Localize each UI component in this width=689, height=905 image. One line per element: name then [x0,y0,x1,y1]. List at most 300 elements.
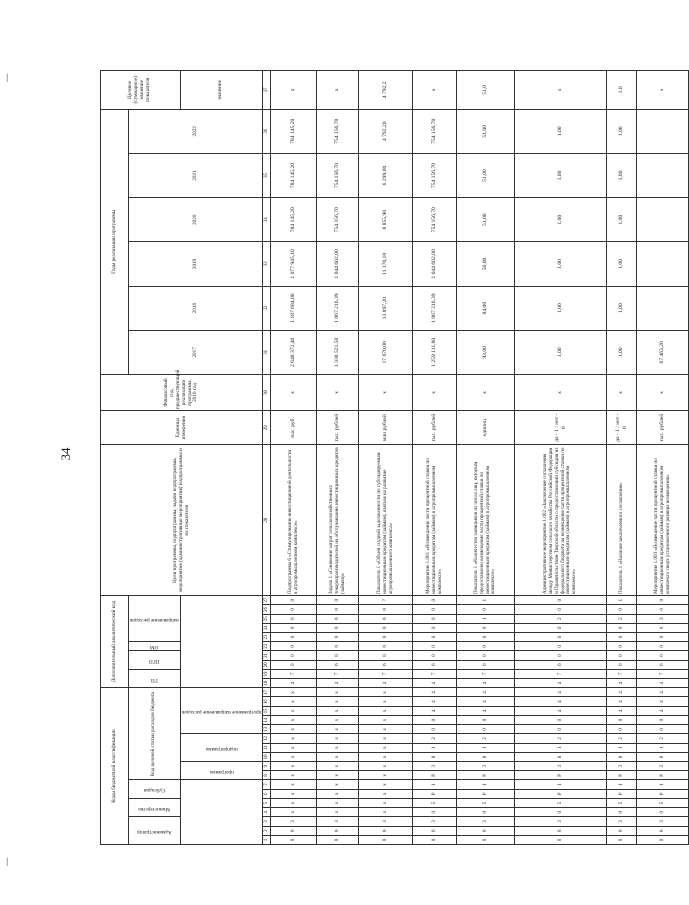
row-year-value: 1,00 [515,286,607,330]
code-cell: х [317,734,359,743]
header-fin-cost: Финансовый год, предшествующий реализации программы, 2016 год [101,374,263,410]
code-cell: Р [607,789,637,798]
code-cell: 2 [515,734,607,743]
code-cell: 8 [515,752,607,761]
column-number: 7 [263,780,271,789]
code-cell: 0 [457,808,515,817]
code-cell: х [317,780,359,789]
code-cell: 0 [413,595,457,604]
row-description: Показатель 1 «Количество заемщиков из числа лиц, которым предоставлено возмещение части процентной ставки по инвестиционным кредитам (займам) в агропромышленном комплексе» [457,445,515,596]
code-cell: 4 [607,706,637,715]
code-cell: 0 [457,715,515,724]
code-cell: 0 [607,642,637,651]
row-year-value: 754 156,70 [413,109,457,153]
code-cell: х [271,771,317,780]
code-cell: х [271,734,317,743]
header-ministry: Министерство [129,798,181,816]
code-cell: х [271,688,317,697]
column-number: 23 [263,632,271,641]
column-number: 36 [263,109,271,153]
code-cell: 1 [413,780,457,789]
code-cell: х [359,715,413,724]
row-year-value: 11 170,10 [359,242,413,286]
code-cell: 1 [413,743,457,752]
row-unit: тыс. рублей [413,411,457,445]
code-cell: 0 [637,632,689,641]
row-fin-cost: х [457,374,515,410]
code-cell: 6 [607,660,637,669]
code-cell: 0 [271,642,317,651]
row-description: Мероприятие 1.001 «Возмещение части процентной ставки по инвестиционным кредитам (займам) в агропромышленном комплексе» [413,445,457,596]
code-cell: Р [515,789,607,798]
row-year-value [637,286,689,330]
header-target-sub: значение [180,71,262,110]
code-cell: 0 [317,835,359,844]
code-cell: 5 [413,798,457,807]
code-cell: 0 [359,623,413,632]
row-year-value: 1,00 [515,330,607,374]
column-number: 20 [263,660,271,669]
header-subsidy: Субсидия [129,780,181,798]
code-cell: х [271,798,317,807]
code-cell: 1 [457,780,515,789]
code-cell: 0 [457,725,515,734]
code-cell: 2 [607,614,637,623]
code-cell: Р [607,771,637,780]
code-cell: 4 [607,697,637,706]
code-cell: 4 [637,688,689,697]
code-cell: Р [637,789,689,798]
row-fin-cost: х [637,374,689,410]
code-cell: 3 [607,817,637,826]
code-cell: х [271,762,317,771]
code-cell: х [359,697,413,706]
code-cell: 4 [457,679,515,688]
code-cell: 0 [413,623,457,632]
code-cell: 0 [413,808,457,817]
column-number: 5 [263,798,271,807]
header-kbk-group: Код целевой статьи расходов бюджета [129,688,181,780]
code-cell: 6 [457,660,515,669]
code-cell: 0 [271,623,317,632]
code-cell: х [271,725,317,734]
table-row [359,71,413,845]
scan-mark: | [6,72,9,82]
code-cell: 0 [515,651,607,660]
code-cell: 7 [457,669,515,678]
row-year-value: 1 338 521,50 [317,330,359,374]
row-description: Подпрограмма 6 «Стимулирование инвестиционной деятельности в агропромышленном комплексе» [271,445,317,596]
table-row [457,71,515,845]
code-cell: 0 [317,651,359,660]
code-cell: 8 [637,752,689,761]
column-number: 35 [263,153,271,197]
code-cell: 0 [515,642,607,651]
table-row [271,71,317,845]
code-cell: Р [515,771,607,780]
header-unit: Единица измерения [101,411,263,445]
code-cell: 4 [637,679,689,688]
row-year-value: 754 156,70 [317,109,359,153]
code-cell: 4 [317,679,359,688]
code-cell: 0 [271,605,317,614]
code-cell: 4 [607,679,637,688]
row-year-value: 784 145,20 [271,153,317,197]
code-cell: 0 [359,651,413,660]
code-cell: 3 [637,762,689,771]
code-cell: 0 [317,605,359,614]
code-cell: х [317,725,359,734]
code-cell: х [359,780,413,789]
code-cell: 7 [359,669,413,678]
column-number: 32 [263,286,271,330]
code-cell: 0 [637,642,689,651]
code-cell: 4 [637,706,689,715]
code-cell: 3 [317,817,359,826]
row-year-value: 1,00 [607,242,637,286]
code-cell: 0 [457,605,515,614]
code-cell: х [317,762,359,771]
code-cell: х [317,697,359,706]
code-cell: 0 [271,651,317,660]
table-row [317,71,359,845]
code-cell: 0 [607,632,637,641]
code-cell: 0 [637,623,689,632]
code-cell: 0 [457,632,515,641]
column-number: 26 [263,605,271,614]
code-cell: 1 [457,595,515,604]
code-cell: 0 [317,623,359,632]
code-cell: 0 [317,642,359,651]
code-cell: 4 [359,679,413,688]
row-unit: единиц [457,411,515,445]
code-cell: 5 [637,798,689,807]
row-year-value: 1 044 602,00 [317,242,359,286]
code-cell: 8 [607,826,637,835]
code-cell: 7 [607,669,637,678]
row-target: х [317,71,359,110]
code-cell: 0 [317,614,359,623]
header-program-direction: программное направление расходов [180,688,262,734]
code-cell: 0 [607,623,637,632]
code-cell: 8 [515,826,607,835]
row-year-value: 8 855,90 [359,198,413,242]
code-cell: 0 [637,715,689,724]
header-subprogram: подпрограмма [180,734,262,762]
header-year-2019: 2019 [129,242,263,286]
code-cell: 0 [457,835,515,844]
code-cell: 7 [637,669,689,678]
code-cell: 0 [413,632,457,641]
row-description: Мероприятие 1.003 «Возмещение части процентной ставки по инвестиционным кредитам (займам) в агропромышленном комплексе сверх установленного размера возмещения» [637,445,689,596]
code-cell: 8 [413,826,457,835]
code-cell: 0 [413,614,457,623]
header-admin: Администратор [129,817,181,845]
code-cell: 0 [359,835,413,844]
code-cell: 0 [413,725,457,734]
code-cell: 4 [515,679,607,688]
code-cell: х [271,780,317,789]
row-year-value: 56,00 [457,242,515,286]
code-cell: 0 [515,605,607,614]
code-cell: х [359,808,413,817]
code-cell: 0 [271,595,317,604]
code-cell: х [359,771,413,780]
code-cell: 8 [457,826,515,835]
row-fin-cost: х [413,374,457,410]
code-cell: х [359,743,413,752]
code-cell: 3 [457,817,515,826]
code-cell: х [271,706,317,715]
header-year-2017: 2017 [129,330,263,374]
code-cell: 3 [413,762,457,771]
code-cell: х [317,688,359,697]
code-cell: х [271,789,317,798]
row-year-value: 51,00 [457,198,515,242]
code-cell: 0 [607,725,637,734]
code-cell: 1 [607,743,637,752]
code-cell: 6 [515,660,607,669]
column-number: 10 [263,752,271,761]
column-number: 2 [263,826,271,835]
row-unit: тыс. рублей [317,411,359,445]
row-year-value: 1 067 216,39 [317,286,359,330]
code-cell: 0 [515,725,607,734]
document-table-area [100,70,671,845]
header-npr: направление расходов [129,595,181,641]
code-cell: 7 [413,669,457,678]
code-cell: 3 [413,817,457,826]
header-program: программа [180,762,262,780]
code-cell: 4 [607,688,637,697]
row-description: Задача 1 «Снижение затрат сельскохозяйственных товаропроизводителей на обслуживание инвестиционных кредитов (займов)» [317,445,359,596]
code-cell: х [271,715,317,724]
row-year-value: 754 156,70 [413,153,457,197]
code-cell: 7 [515,669,607,678]
column-number: 21 [263,651,271,660]
code-cell: 6 [359,660,413,669]
header-kbk-left-spacer [180,780,262,845]
code-cell: 1 [607,595,637,604]
code-cell: х [317,752,359,761]
column-number: 29 [263,411,271,445]
code-cell: 2 [607,734,637,743]
code-cell: Р [457,771,515,780]
row-year-value: 1,00 [515,109,607,153]
row-year-value: 67 463,20 [637,330,689,374]
code-cell: 3 [607,762,637,771]
code-cell: 0 [413,642,457,651]
code-cell: 1 [457,743,515,752]
column-number: 15 [263,706,271,715]
code-cell: 0 [359,605,413,614]
code-cell: х [317,706,359,715]
code-cell: 2 [515,614,607,623]
code-cell: х [317,771,359,780]
row-unit: тыс. рублей [637,411,689,445]
row-description: Показатель 1 «Наличие заключенного соглашения» [607,445,637,596]
code-cell: 3 [359,817,413,826]
code-cell: 2 [457,734,515,743]
code-cell: 6 [413,660,457,669]
row-year-value: 1 259 111,80 [413,330,457,374]
row-target: х [637,71,689,110]
code-cell: 0 [271,632,317,641]
table-row [413,71,457,845]
row-year-value: 754 156,70 [317,198,359,242]
row-fin-cost: х [271,374,317,410]
code-cell: 4 [637,697,689,706]
code-cell: 8 [271,826,317,835]
code-cell: 3 [637,817,689,826]
row-year-value: 1,00 [515,242,607,286]
code-cell: х [359,752,413,761]
code-cell: х [317,798,359,807]
code-cell: 0 [515,623,607,632]
code-cell: 1 [637,743,689,752]
row-year-value: 17 070,00 [359,330,413,374]
code-cell: 3 [457,762,515,771]
row-year-value: 2 648 372,40 [271,330,317,374]
code-cell: х [359,725,413,734]
column-number: 13 [263,725,271,734]
code-cell: 0 [413,651,457,660]
column-number: 18 [263,679,271,688]
header-target: Целевое (суммарное) значение показателя [101,71,181,110]
row-year-value: 6 299,00 [359,153,413,197]
code-cell: 8 [317,826,359,835]
code-cell: 0 [607,835,637,844]
code-cell: 0 [359,614,413,623]
row-unit: да - 1 / нет - 0 [607,411,637,445]
column-number: 37 [263,71,271,110]
header-gp: ГП [129,669,181,687]
code-cell: 0 [607,605,637,614]
row-unit: млн рублей [359,411,413,445]
code-cell: 6 [317,660,359,669]
column-numbers-row [263,71,271,845]
row-year-value: 51,00 [457,109,515,153]
code-cell: Р [457,789,515,798]
code-cell: 6 [637,660,689,669]
code-cell: х [359,688,413,697]
code-cell: 1 [637,780,689,789]
code-cell: х [359,706,413,715]
code-cell: 0 [607,715,637,724]
row-year-value: 784 145,20 [271,198,317,242]
table-row [515,71,607,845]
code-cell: 5 [607,798,637,807]
code-cell: 2 [637,734,689,743]
column-number: 16 [263,697,271,706]
code-cell: 1 [515,743,607,752]
code-cell: 8 [359,826,413,835]
code-cell: 7 [317,669,359,678]
code-cell: 2 [413,734,457,743]
code-cell: 0 [607,651,637,660]
column-number: 14 [263,715,271,724]
code-cell: 0 [637,605,689,614]
code-cell: 3 [515,762,607,771]
header-om: ОМ [129,642,181,651]
row-year-value: 1,00 [607,330,637,374]
row-year-value: 93,00 [457,330,515,374]
row-target: 4 792,2 [359,71,413,110]
row-year-value: 1 044 602,00 [413,242,457,286]
code-cell: 0 [413,835,457,844]
column-number: 28 [263,445,271,596]
column-number: 1 [263,835,271,844]
row-year-value: 754 156,70 [413,198,457,242]
column-number: 17 [263,688,271,697]
code-cell: 1 [607,780,637,789]
row-fin-cost: х [607,374,637,410]
code-cell: 0 [637,835,689,844]
row-fin-cost: х [317,374,359,410]
code-cell: Р [413,789,457,798]
code-cell: 0 [317,595,359,604]
row-year-value [637,198,689,242]
code-cell: 4 [413,679,457,688]
code-cell: 4 [515,706,607,715]
row-year-value: 13 897,20 [359,286,413,330]
row-year-value: 84,00 [457,286,515,330]
code-cell: 8 [457,752,515,761]
row-year-value: 1,00 [607,286,637,330]
column-number: 33 [263,242,271,286]
code-cell: 7 [271,669,317,678]
row-year-value: 1,00 [607,198,637,242]
code-cell: х [317,808,359,817]
row-fin-cost: х [515,374,607,410]
code-cell: 0 [317,632,359,641]
code-cell: 0 [271,660,317,669]
page-number: 34 [58,447,73,461]
row-target: х [515,71,607,110]
column-number: 22 [263,642,271,651]
code-cell: х [359,734,413,743]
column-number: 9 [263,762,271,771]
column-number: 30 [263,374,271,410]
code-cell: 4 [515,697,607,706]
row-target: 1,0 [607,71,637,110]
row-year-value: 1 067 216,39 [413,286,457,330]
code-cell: х [271,808,317,817]
code-cell: 0 [457,651,515,660]
column-number: 8 [263,771,271,780]
code-cell: 4 [457,706,515,715]
code-cell: 3 [515,817,607,826]
code-cell: 5 [515,798,607,807]
row-year-value [637,242,689,286]
header-year-2021: 2021 [129,153,263,197]
code-cell: х [317,743,359,752]
code-cell: 0 [637,725,689,734]
row-year-value: 1 187 684,00 [271,286,317,330]
code-cell: 7 [359,595,413,604]
scan-mark: | [6,856,9,866]
column-number: 34 [263,198,271,242]
column-number: 24 [263,623,271,632]
code-cell: 0 [457,642,515,651]
code-cell: 0 [515,632,607,641]
code-cell: 0 [515,715,607,724]
code-cell: 0 [413,715,457,724]
code-cell: 8 [607,752,637,761]
column-number: 12 [263,734,271,743]
program-indicators-table [100,70,689,845]
header-year-2022: 2022 [129,109,263,153]
